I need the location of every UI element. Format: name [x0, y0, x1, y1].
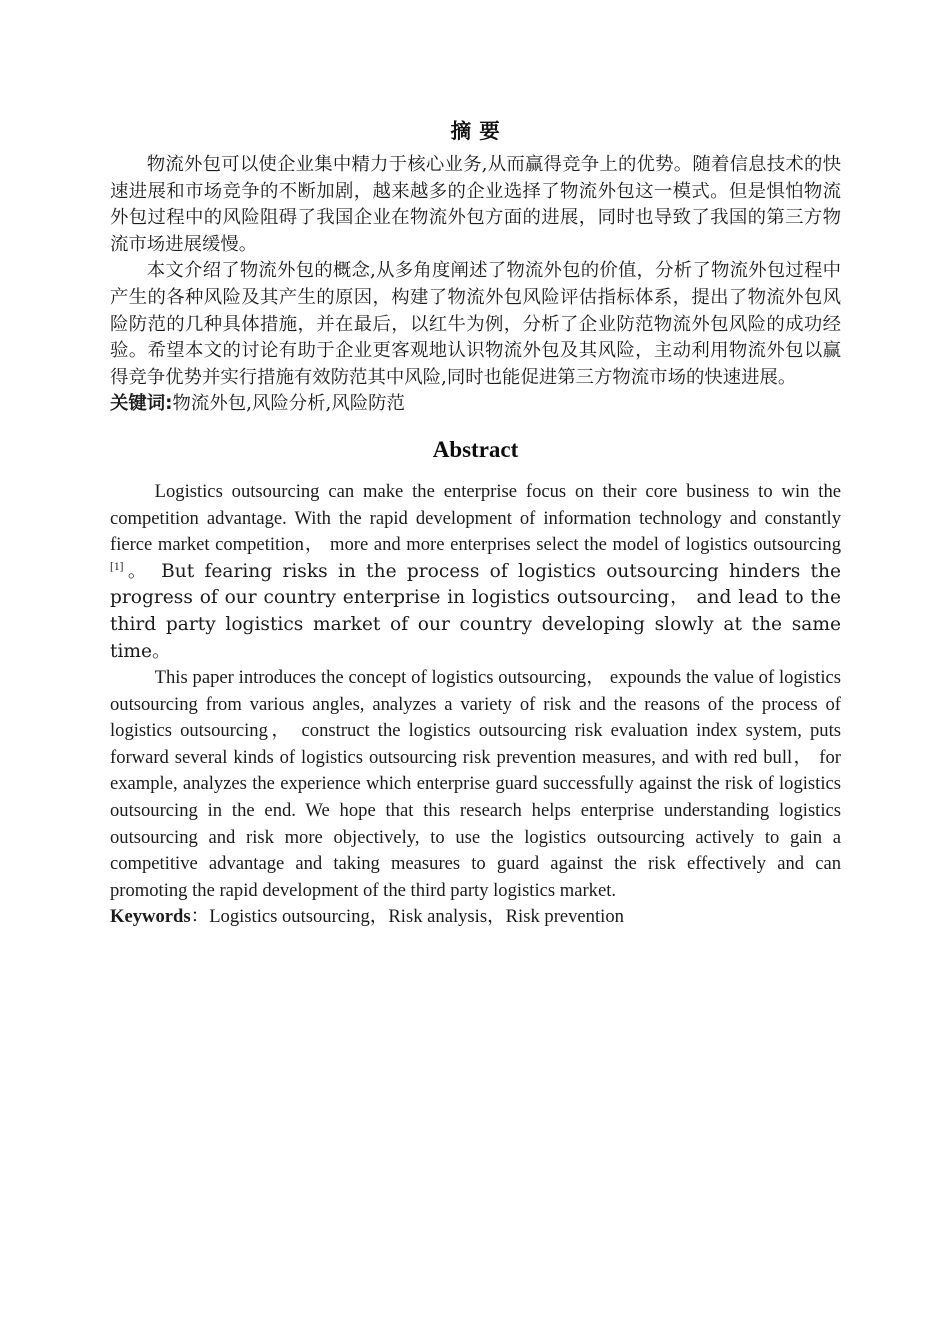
english-keywords-line — [110, 904, 841, 931]
chinese-abstract-paragraph-2: 本文介绍了物流外包的概念,从多角度阐述了物流外包的价值，分析了物流外包过程中产生的各种风险及其产生的原因，构建了物流外包风险评估指标体系，提出了物流外包风险防范的几种具体措施，并在最后，以红牛为例，分析了企业防范物流外包风险的成功经验。希望本文的讨论有助于企业更客观地认识物流外包及其风险，主动利用物流外包以赢得竞争优势并实行措施有效防范其中风险,同时也能促进第三方物流市场的快速进展。 — [110, 260, 841, 388]
english-abstract-paragraph-1 — [110, 479, 841, 665]
english-abstract-heading: Abstract — [432, 436, 519, 462]
chinese-abstract-paragraph-1: 物流外包可以使企业集中精力于核心业务,从而赢得竞争上的优势。随着信息技术的快速进展和市场竞争的不断加剧，越来越多的企业选择了物流外包这一模式。但是惧怕物流外包过程中的风险阻碍了我国企业在物流外包方面的进展，同时也导致了我国的第三方物流市场进展缓慢。 — [110, 154, 841, 255]
english-keywords-separator: ： — [190, 906, 210, 928]
chinese-keywords-line — [110, 391, 841, 418]
english-paragraph-1-text-before-citation: Logistics outsourcing can make the enterprise focus on their core business to win the competition advantage. With the rapid development of information technology and constantly fierce market competition， more and more enterprises select the model of logistics outsourcing — [110, 480, 841, 556]
english-abstract-paragraph-2: This paper introduces the concept of logistics outsourcing， expounds the value of logistics outsourcing from various angles, analyzes a variety of risk and the reasons of the process of logistics outsourcing， construct the logistics outsourcing risk evaluation index system, puts forward several kinds of logistics outsourcing risk prevention measures, and with red bull， for example, analyzes the experience which enterprise guard successfully against the risk of logistics outsourcing in the end. We hope that this research helps enterprise understanding logistics outsourcing and risk more objectively, to use the logistics outsourcing actively to gain a competitive advantage and taking measures to guard against the risk effectively and can promoting the rapid development of the third party logistics market. — [110, 667, 841, 901]
english-paragraph-1-text-after-citation: 。 But fearing risks in the process of logistics outsourcing hinders the progress of our country enterprise in logistics outsourcing， and lead to the third party logistics market of our country developing slowly at the same time。 — [110, 560, 841, 662]
chinese-abstract-heading: 摘 要 — [450, 119, 501, 143]
chinese-keywords-label: 关键词: — [110, 393, 173, 415]
english-keywords-value: Logistics outsourcing，Risk analysis，Risk prevention — [209, 906, 624, 928]
page-content — [110, 116, 841, 931]
chinese-keywords-value: 物流外包,风险分析,风险防范 — [172, 393, 405, 415]
english-keywords-label: Keywords — [110, 906, 191, 928]
citation-reference-1: [1] — [110, 560, 124, 573]
